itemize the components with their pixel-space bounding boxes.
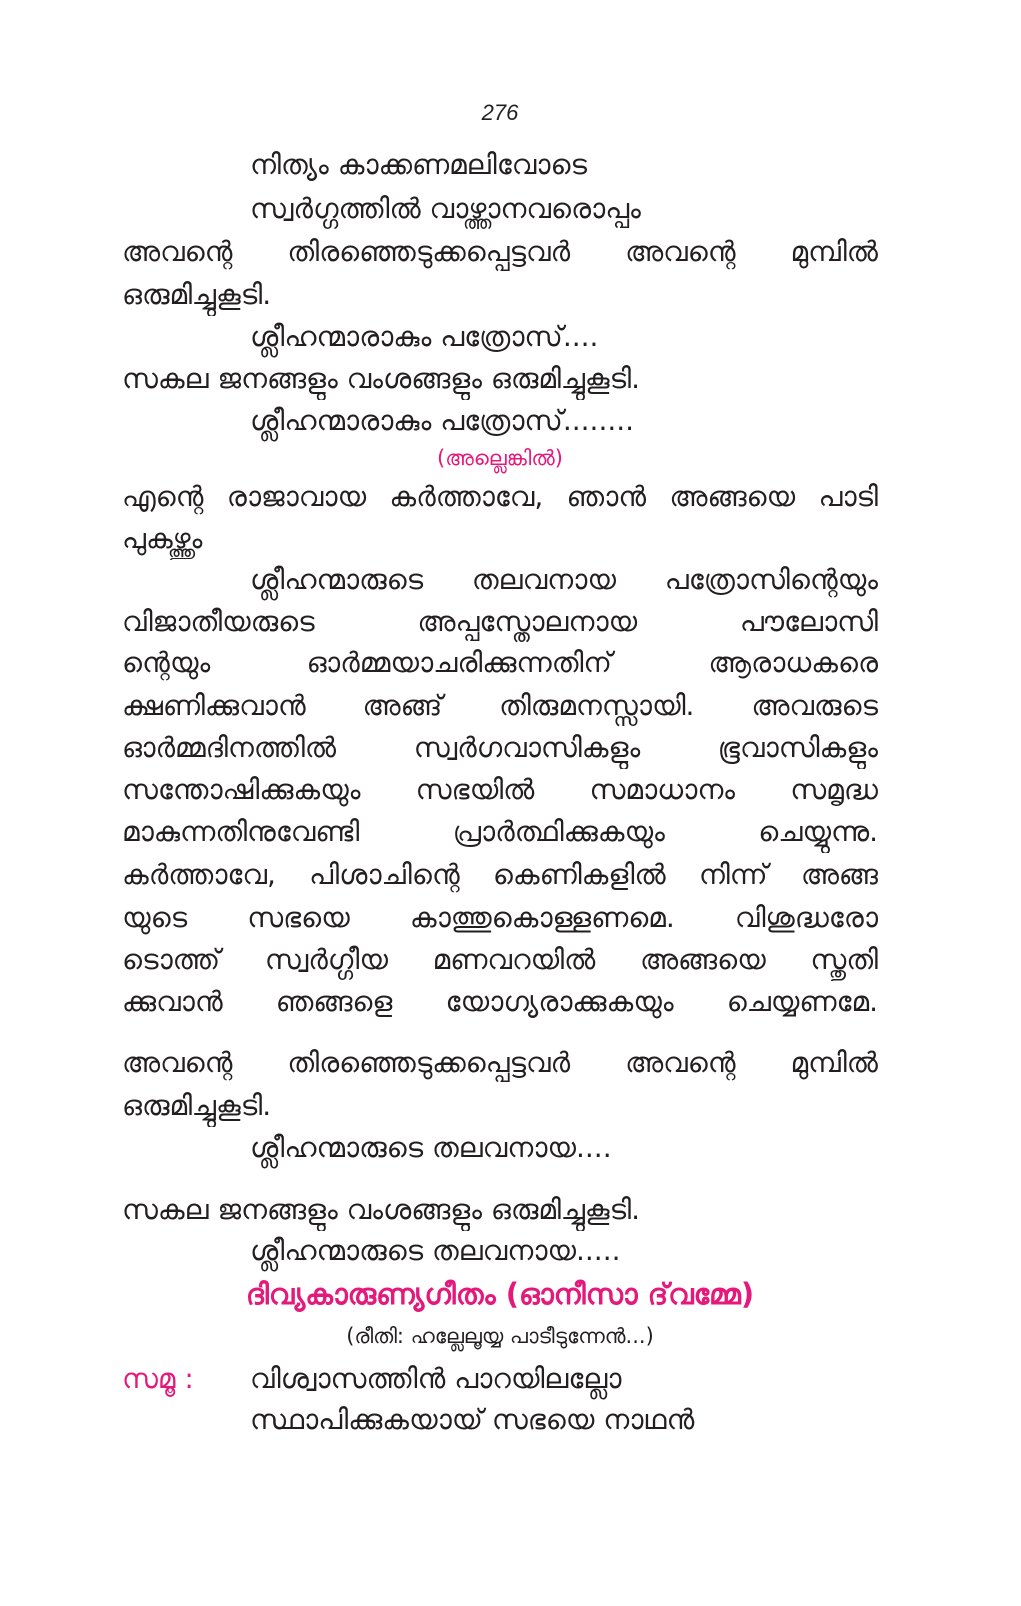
alternative-marker: (അല്ലെങ്കിൽ) [437, 446, 563, 470]
prayer-line: ക്ഷണിക്കുവാൻ അങ്ങ് തിരുമനസ്സായി. അവരുടെ [122, 689, 878, 722]
antiphon-line: ഒരുമിച്ചുകൂടി. [122, 1089, 272, 1122]
refrain-line: ശ്ലീഹന്മാരാകും പത്രോസ്........ [250, 404, 635, 437]
antiphon-line: ഒരുമിച്ചുകൂടി. [122, 278, 272, 311]
antiphon-line: എന്റെ രാജാവായ കർത്താവേ, ഞാൻ അങ്ങയെ പാടി [122, 480, 878, 513]
prayer-line: ശ്ലീഹന്മാരുടെ തലവനായ പത്രോസിന്റെയും [250, 563, 878, 596]
verse-line: സകല ജനങ്ങളും വംശങ്ങളും ഒരുമിച്ചുകൂടി. [122, 362, 641, 395]
antiphon-line: അവന്റെ തിരഞ്ഞെടുക്കപ്പെട്ടവർ അവന്റെ മുമ്പിൽ [122, 1046, 878, 1079]
hymn-line: നിത്യം കാക്കണമലിവോടെ [250, 148, 587, 181]
prayer-line: ക്കുവാൻ ഞങ്ങളെ യോഗ്യരാക്കുകയും ചെയ്യണമേ. [122, 985, 878, 1018]
prayer-line: ന്റെയും ഓർമ്മയാചരിക്കുന്നതിന് ആരാധകരെ [122, 646, 878, 679]
prayer-line: യുടെ സഭയെ കാത്തുകൊള്ളണമെ. വിശുദ്ധരോ [122, 901, 878, 934]
hymn-line: വിശ്വാസത്തിൻ പാറയിലല്ലോ [250, 1362, 622, 1395]
prayer-line: വിജാതീയരുടെ അപ്പസ്തോലനായ പൗലോസി [122, 605, 878, 638]
hymn-title: ദിവ്യകാരുണ്യഗീതം (ഓനീസാ ദ്‌വമ്മേ) [245, 1277, 755, 1311]
refrain-line: ശ്ലീഹന്മാരുടെ തലവനായ..... [250, 1234, 621, 1267]
refrain-line: ശ്ലീഹന്മാരാകും പത്രോസ്.... [250, 320, 599, 353]
speaker-label: സമൂ : [122, 1362, 194, 1395]
prayer-line: സന്തോഷിക്കുകയും സഭയിൽ സമാധാനം സമൃദ്ധ [122, 773, 878, 806]
prayer-line: മാകുന്നതിനുവേണ്ടി പ്രാർത്ഥിക്കുകയും ചെയ്യുന്നു. [122, 815, 878, 848]
antiphon-line: അവന്റെ തിരഞ്ഞെടുക്കപ്പെട്ടവർ അവന്റെ മുമ്പിൽ [122, 235, 878, 268]
prayer-line: ഓർമ്മദിനത്തിൽ സ്വർഗവാസികളും ഭൂവാസികളും [122, 731, 878, 764]
page-number: 276 [481, 100, 519, 125]
hymn-line: സ്ഥാപിക്കുകയായ് സഭയെ നാഥൻ [250, 1403, 695, 1436]
verse-line: സകല ജനങ്ങളും വംശങ്ങളും ഒരുമിച്ചുകൂടി. [122, 1193, 641, 1226]
prayer-line: കർത്താവേ, പിശാചിന്റെ കെണികളിൽ നിന്ന് അങ്ങ [122, 858, 878, 891]
refrain-line: ശ്ലീഹന്മാരുടെ തലവനായ.... [250, 1131, 612, 1164]
antiphon-line: പുകഴ്ത്തും [122, 522, 203, 555]
prayer-line: ടൊത്ത് സ്വർഗ്ഗീയ മണവറയിൽ അങ്ങയെ സ്തുതി [122, 943, 878, 976]
hymn-tune: (രീതി: ഹല്ലേലൂയ്യ പാടീടുന്നേൻ...) [346, 1324, 654, 1348]
hymn-line: സ്വർഗ്ഗത്തിൽ വാഴ്ത്താനവരൊപ്പം [250, 192, 641, 225]
